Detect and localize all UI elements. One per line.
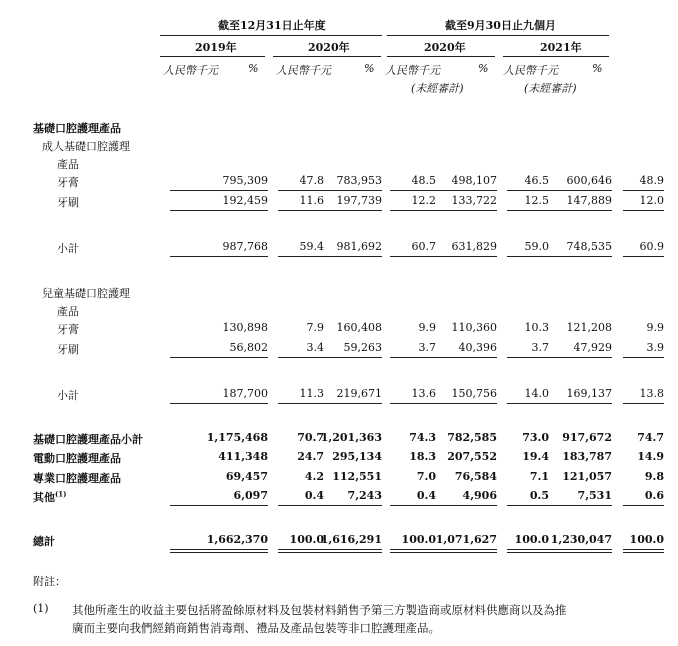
percent-cell: 12.2 [411,194,436,207]
amount-cell: 1,662,370 [206,533,268,546]
period-nine-months-underline [387,35,609,36]
percent-cell: 73.0 [522,431,549,444]
underline [290,403,382,404]
row-label: 其他$^{(1)}$ [33,489,67,504]
amount-cell: 4,906 [462,489,497,502]
double-underline [515,549,612,553]
unaudited-2020: (未經審計) [411,82,464,95]
amount-cell: 1,616,291 [320,533,382,546]
percent-cell: 100.0 [629,533,664,546]
percent-cell: 60.9 [639,240,664,253]
amount-cell: 219,671 [336,387,382,400]
percent-cell: 47.8 [299,174,324,187]
underline [515,190,612,191]
row-label: 牙膏 [57,176,79,189]
underline [290,256,382,257]
percent-cell: 13.8 [639,387,664,400]
amount-cell: 183,787 [562,450,612,463]
percent-cell: 11.6 [299,194,324,207]
note-number: (1) [33,602,49,615]
amount-cell: 1,071,627 [435,533,497,546]
amount-cell: 130,898 [222,321,268,334]
underline [400,505,497,506]
year-2020-annual-header: 2020年 [308,41,350,54]
section-child-line2: 產品 [57,305,79,318]
amount-cell: 1,230,047 [550,533,612,546]
section-adult-line1: 成人基礎口腔護理 [42,140,130,153]
row-label: 電動口腔護理產品 [33,452,121,465]
percent-cell: 3.7 [531,341,549,354]
col-pct-2021: % [592,62,603,75]
amount-cell: 69,457 [225,470,268,483]
amount-cell: 411,348 [218,450,268,463]
percent-cell: 13.6 [411,387,436,400]
amount-cell: 498,107 [451,174,497,187]
underline [290,190,382,191]
row-label: 專業口腔護理產品 [33,472,121,485]
underline [623,357,664,358]
col-pct-2019: % [248,62,259,75]
percent-cell: 100.0 [401,533,436,546]
percent-cell: 3.4 [306,341,324,354]
amount-cell: 160,408 [336,321,382,334]
amount-cell: 121,208 [566,321,612,334]
year-2020-nine-month-header: 2020年 [424,41,466,54]
year-2019-header: 2019年 [195,41,237,54]
amount-cell: 192,459 [222,194,268,207]
row-label: 總計 [33,535,55,548]
percent-cell: 48.9 [639,174,664,187]
period-annual-underline [160,35,382,36]
underline [515,256,612,257]
underline [400,190,497,191]
footnote-mark: (1) [55,489,67,499]
percent-cell: 3.7 [418,341,436,354]
double-underline [290,549,382,553]
percent-cell: 59.0 [524,240,549,253]
percent-cell: 100.0 [289,533,324,546]
underline [515,210,612,211]
amount-cell: 783,953 [336,174,382,187]
underline [623,256,664,257]
amount-cell: 600,646 [566,174,612,187]
percent-cell: 9.8 [644,470,664,483]
row-label: 牙刷 [57,196,79,209]
amount-cell: 59,263 [343,341,382,354]
underline [623,210,664,211]
amount-cell: 1,201,363 [320,431,382,444]
double-underline [623,549,664,553]
amount-cell: 47,929 [573,341,612,354]
amount-cell: 187,700 [222,387,268,400]
col-rmb-2021: 人民幣千元 [503,64,558,77]
percent-cell: 59.4 [299,240,324,253]
section-child-line1: 兒童基礎口腔護理 [42,287,130,300]
note-text-line2: 廣而主要向我們經銷商銷售消毒劑、禮品及產品包裝等非口腔護理產品。 [72,621,440,635]
percent-cell: 11.3 [299,387,324,400]
col-rmb-2020: 人民幣千元 [276,64,331,77]
underline [400,210,497,211]
underline [623,403,664,404]
underline [515,357,612,358]
percent-cell: 24.7 [297,450,324,463]
percent-cell: 9.9 [418,321,436,334]
underline [623,505,664,506]
percent-cell: 100.0 [514,533,549,546]
underline [170,210,268,211]
year-2019-underline [160,56,265,57]
percent-cell: 3.9 [646,341,664,354]
amount-cell: 987,768 [222,240,268,253]
amount-cell: 295,134 [332,450,382,463]
note-text-line1: 其他所產生的收益主要包括將盈餘原材料及包裝材料銷售予第三方製造商或原材料供應商以及為推 [72,603,567,617]
percent-cell: 74.3 [409,431,436,444]
row-label: 牙刷 [57,343,79,356]
underline [400,256,497,257]
underline [400,357,497,358]
percent-cell: 0.4 [416,489,436,502]
percent-cell: 48.5 [411,174,436,187]
percent-cell: 74.7 [637,431,664,444]
amount-cell: 133,722 [451,194,497,207]
amount-cell: 150,756 [451,387,497,400]
percent-cell: 7.0 [416,470,436,483]
underline [400,403,497,404]
amount-cell: 631,829 [451,240,497,253]
amount-cell: 110,360 [451,321,497,334]
percent-cell: 9.9 [646,321,664,334]
underline [170,190,268,191]
col-rmb-2019: 人民幣千元 [163,64,218,77]
percent-cell: 18.3 [409,450,436,463]
underline [170,403,268,404]
underline [515,505,612,506]
percent-cell: 0.4 [304,489,324,502]
double-underline [400,549,497,553]
amount-cell: 40,396 [458,341,497,354]
year-2021-header: 2021年 [540,41,582,54]
amount-cell: 795,309 [222,174,268,187]
period-nine-months-heading: 截至9月30日止九個月 [445,19,556,32]
underline [170,256,268,257]
amount-cell: 197,739 [336,194,382,207]
row-label: 牙膏 [57,323,79,336]
period-annual-heading: 截至12月31日止年度 [218,19,326,32]
percent-cell: 0.6 [644,489,664,502]
amount-cell: 147,889 [566,194,612,207]
col-pct-2020-9m: % [478,62,489,75]
underline [290,505,382,506]
row-label: 小計 [57,389,79,402]
amount-cell: 56,802 [229,341,268,354]
underline [515,403,612,404]
percent-cell: 60.7 [411,240,436,253]
percent-cell: 14.0 [524,387,549,400]
underline [290,210,382,211]
amount-cell: 112,551 [332,470,382,483]
percent-cell: 4.2 [304,470,324,483]
double-underline [170,549,268,553]
year-2021-underline [503,56,609,57]
percent-cell: 7.1 [529,470,549,483]
percent-cell: 12.0 [639,194,664,207]
amount-cell: 917,672 [562,431,612,444]
amount-cell: 1,175,468 [206,431,268,444]
underline [170,505,268,506]
col-pct-2020: % [364,62,375,75]
amount-cell: 169,137 [566,387,612,400]
percent-cell: 19.4 [522,450,549,463]
percent-cell: 14.9 [637,450,664,463]
amount-cell: 207,552 [447,450,497,463]
year-2020-nine-month-underline [387,56,495,57]
percent-cell: 0.5 [529,489,549,502]
percent-cell: 7.9 [306,321,324,334]
underline [170,357,268,358]
row-label: 小計 [57,242,79,255]
section-adult-line2: 產品 [57,158,79,171]
notes-heading: 附註： [33,575,66,588]
amount-cell: 748,535 [566,240,612,253]
amount-cell: 981,692 [336,240,382,253]
section-basic-oral: 基礎口腔護理產品 [33,122,121,135]
underline [623,190,664,191]
amount-cell: 6,097 [233,489,268,502]
amount-cell: 7,243 [347,489,382,502]
amount-cell: 76,584 [454,470,497,483]
underline [290,357,382,358]
amount-cell: 121,057 [562,470,612,483]
col-rmb-2020-9m: 人民幣千元 [385,64,440,77]
amount-cell: 7,531 [577,489,612,502]
year-2020-annual-underline [273,56,381,57]
unaudited-2021: (未經審計) [524,82,577,95]
row-label: 基礎口腔護理產品小計 [33,433,143,446]
percent-cell: 10.3 [524,321,549,334]
percent-cell: 46.5 [524,174,549,187]
amount-cell: 782,585 [447,431,497,444]
percent-cell: 70.7 [297,431,324,444]
percent-cell: 12.5 [524,194,549,207]
